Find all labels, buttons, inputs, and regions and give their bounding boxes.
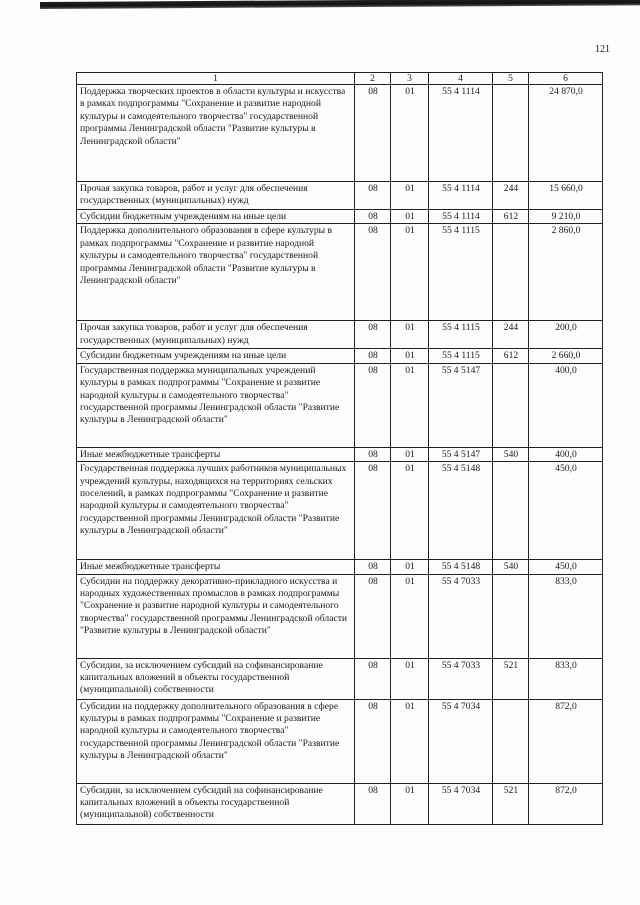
target-article-cell: 55 4 7033: [429, 658, 493, 699]
table-row: [77, 560, 603, 574]
amount-cell: 400,0: [529, 363, 603, 447]
table-row: [77, 447, 603, 461]
table-row: [77, 699, 603, 783]
item-name-cell: Субсидии на поддержку дополнительного образования в сфере культуры в рамках подпрограммы "Сохранение и развитие народной культуры и самодеятельного творчества" государственной программы Ленинградской области "Развитие культуры в Ленинградской области": [77, 699, 355, 783]
item-name-cell: Субсидии бюджетным учреждениям на иные цели: [77, 210, 355, 224]
table-row: [77, 574, 603, 658]
subsection-cell: 01: [391, 699, 429, 783]
table-row: [77, 210, 603, 224]
table-row: [77, 783, 603, 824]
amount-cell: 833,0: [529, 658, 603, 699]
subsection-cell: 01: [391, 560, 429, 574]
table-row: [77, 224, 603, 321]
page-number: 121: [595, 44, 610, 55]
amount-cell: 833,0: [529, 574, 603, 658]
item-name-cell: Поддержка дополнительного образования в сфере культуры в рамках подпрограммы "Сохранение и развитие народной культуры и самодеятельного творчества" государственной программы Ленинградской области "Развитие культуры в Ленинградской области": [77, 224, 355, 321]
scan-edge-bar: [40, 0, 640, 9]
table-row: [77, 85, 603, 182]
expense-type-cell: [493, 462, 529, 560]
subsection-cell: 01: [391, 447, 429, 461]
item-name-cell: Поддержка творческих проектов в области культуры и искусства в рамках подпрограммы "Сохранение и развитие народной культуры и самодеятельного творчества" государственной программы Ленинградской области "Развитие культуры в Ленинградской области": [77, 85, 355, 182]
item-name-cell: Субсидии, за исключением субсидий на софинансирование капитальных вложений в объекты государственной (муниципальной) собственности: [77, 783, 355, 824]
subsection-cell: 01: [391, 783, 429, 824]
subsection-cell: 01: [391, 210, 429, 224]
subsection-cell: 01: [391, 85, 429, 182]
amount-cell: 200,0: [529, 321, 603, 349]
table-row: [77, 321, 603, 349]
target-article-cell: 55 4 5147: [429, 447, 493, 461]
expense-type-cell: 521: [493, 658, 529, 699]
section-cell: 08: [355, 658, 391, 699]
section-cell: 08: [355, 349, 391, 363]
subsection-cell: 01: [391, 363, 429, 447]
target-article-cell: 55 4 5148: [429, 560, 493, 574]
target-article-cell: 55 4 1115: [429, 321, 493, 349]
item-name-cell: Иные межбюджетные трансферты: [77, 447, 355, 461]
section-cell: 08: [355, 560, 391, 574]
section-cell: 08: [355, 447, 391, 461]
target-article-cell: 55 4 1114: [429, 85, 493, 182]
section-cell: 08: [355, 224, 391, 321]
target-article-cell: 55 4 1114: [429, 182, 493, 210]
subsection-cell: 01: [391, 574, 429, 658]
expense-type-cell: 612: [493, 210, 529, 224]
column-header: 1: [77, 73, 355, 85]
amount-cell: 15 660,0: [529, 182, 603, 210]
column-header: 4: [429, 73, 493, 85]
item-name-cell: Субсидии на поддержку декоративно-прикладного искусства и народных художественных промыслов в рамках подпрограммы "Сохранение и развитие народной культуры и самодеятельного творчества" государственной программы Ленинградской области "Развитие культуры в Ленинградской области": [77, 574, 355, 658]
target-article-cell: 55 4 1114: [429, 210, 493, 224]
table-row: [77, 462, 603, 560]
column-header: 2: [355, 73, 391, 85]
item-name-cell: Прочая закупка товаров, работ и услуг для обеспечения государственных (муниципальных) нужд: [77, 321, 355, 349]
expense-type-cell: 521: [493, 783, 529, 824]
expense-type-cell: [493, 574, 529, 658]
expense-type-cell: [493, 224, 529, 321]
column-header: 5: [493, 73, 529, 85]
amount-cell: 872,0: [529, 783, 603, 824]
section-cell: 08: [355, 321, 391, 349]
section-cell: 08: [355, 462, 391, 560]
amount-cell: 2 660,0: [529, 349, 603, 363]
amount-cell: 872,0: [529, 699, 603, 783]
item-name-cell: Иные межбюджетные трансферты: [77, 560, 355, 574]
expense-type-cell: [493, 85, 529, 182]
section-cell: 08: [355, 182, 391, 210]
expense-type-cell: [493, 699, 529, 783]
subsection-cell: 01: [391, 658, 429, 699]
section-cell: 08: [355, 363, 391, 447]
amount-cell: 400,0: [529, 447, 603, 461]
column-header: 3: [391, 73, 429, 85]
target-article-cell: 55 4 7034: [429, 783, 493, 824]
section-cell: 08: [355, 574, 391, 658]
section-cell: 08: [355, 699, 391, 783]
amount-cell: 24 870,0: [529, 85, 603, 182]
expense-type-cell: 612: [493, 349, 529, 363]
amount-cell: 450,0: [529, 462, 603, 560]
amount-cell: 450,0: [529, 560, 603, 574]
subsection-cell: 01: [391, 321, 429, 349]
target-article-cell: 55 4 7034: [429, 699, 493, 783]
subsection-cell: 01: [391, 224, 429, 321]
target-article-cell: 55 4 1115: [429, 224, 493, 321]
amount-cell: 2 860,0: [529, 224, 603, 321]
table-row: [77, 363, 603, 447]
item-name-cell: Прочая закупка товаров, работ и услуг для обеспечения государственных (муниципальных) нужд: [77, 182, 355, 210]
expense-type-cell: [493, 363, 529, 447]
expense-type-cell: 540: [493, 560, 529, 574]
item-name-cell: Государственная поддержка муниципальных учреждений культуры в рамках подпрограммы "Сохранение и развитие народной культуры и самодеятельного творчества" государственной программы Ленинградской области "Развитие культуры в Ленинградской области": [77, 363, 355, 447]
target-article-cell: 55 4 5148: [429, 462, 493, 560]
item-name-cell: Субсидии, за исключением субсидий на софинансирование капитальных вложений в объекты государственной (муниципальной) собственности: [77, 658, 355, 699]
table-row: [77, 349, 603, 363]
column-header: 6: [529, 73, 603, 85]
section-cell: 08: [355, 85, 391, 182]
target-article-cell: 55 4 5147: [429, 363, 493, 447]
section-cell: 08: [355, 783, 391, 824]
scan-noise: [120, 880, 540, 892]
item-name-cell: Государственная поддержка лучших работников муниципальных учреждений культуры, находящихся на территориях сельских поселений, в рамках подпрограммы "Сохранение и развитие народной культуры и самодеятельного творчества" государственной программы Ленинградской области "Развитие культуры в Ленинградской области": [77, 462, 355, 560]
header-row: [77, 73, 603, 85]
subsection-cell: 01: [391, 349, 429, 363]
table-row: [77, 658, 603, 699]
expense-type-cell: 540: [493, 447, 529, 461]
subsection-cell: 01: [391, 462, 429, 560]
item-name-cell: Субсидии бюджетным учреждениям на иные цели: [77, 349, 355, 363]
expense-type-cell: 244: [493, 182, 529, 210]
expense-type-cell: 244: [493, 321, 529, 349]
section-cell: 08: [355, 210, 391, 224]
subsection-cell: 01: [391, 182, 429, 210]
target-article-cell: 55 4 7033: [429, 574, 493, 658]
table-row: [77, 182, 603, 210]
amount-cell: 9 210,0: [529, 210, 603, 224]
budget-table: [76, 72, 603, 825]
target-article-cell: 55 4 1115: [429, 349, 493, 363]
